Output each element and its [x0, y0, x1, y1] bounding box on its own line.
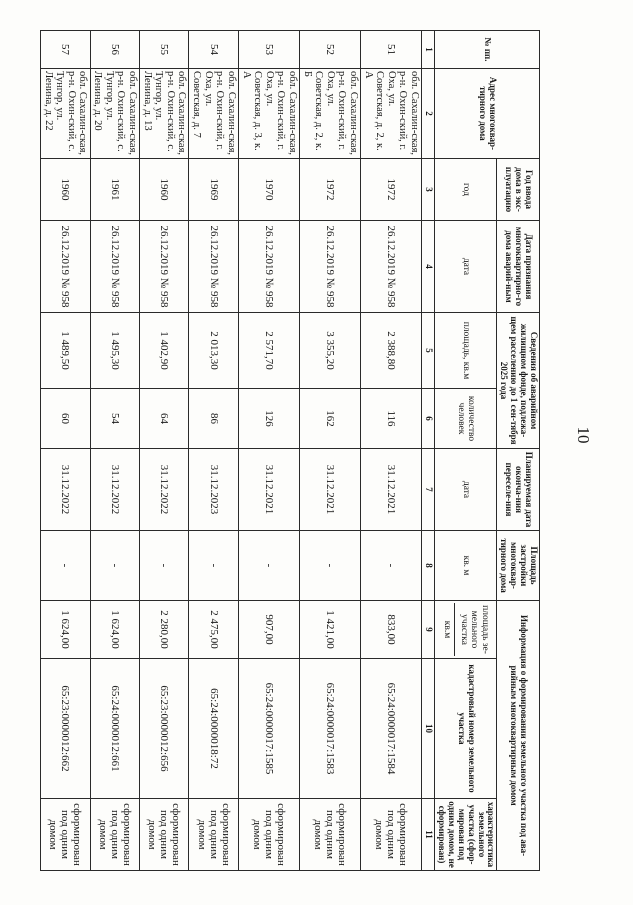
header-cadastral: кадастровый номер земельного участка [435, 659, 497, 799]
column-number: 4 [422, 221, 435, 313]
header-recognition-sub: дата [435, 221, 497, 313]
column-number: 11 [422, 799, 435, 871]
row-built-area: - [238, 531, 299, 601]
row-land-area: 1 624,00 [90, 601, 139, 659]
header-land-area [435, 601, 497, 659]
row-built-area: - [189, 531, 238, 601]
page-number: 10 [574, 426, 593, 444]
header-planned-sub: дата [435, 449, 497, 531]
row-fund-area: 2 388,80 [361, 313, 422, 389]
table-row [361, 31, 422, 871]
row-planned-date: 31.12.2021 [300, 449, 361, 531]
row-land-area: 907,00 [238, 601, 299, 659]
column-number: 3 [422, 159, 435, 221]
header-planned: Планируемая дата оконча-ния переселе-ния [497, 449, 540, 531]
row-planned-date: 31.12.2022 [139, 449, 188, 531]
row-recognition-date: 26.12.2019 № 958 [300, 221, 361, 313]
row-number: 55 [139, 31, 188, 69]
column-number: 2 [422, 69, 435, 159]
row-land-characteristic: сформирован под одним домом [189, 799, 238, 871]
row-cadastral-number: 65:23:0000012:656 [139, 659, 188, 799]
row-year: 1961 [90, 159, 139, 221]
row-address: обл. Сахалин-ская, р-н. Охин-ский, г. Оха, ул. Советская, д. 2, к. Б [300, 69, 361, 159]
row-number: 52 [300, 31, 361, 69]
header-land-area-sub: кв.м [442, 603, 455, 656]
row-address: обл. Сахалин-ская, р-н. Охин-ский, г. Оха, ул. Советская, д. 3, к. А [238, 69, 299, 159]
row-people-count: 54 [90, 389, 139, 449]
row-recognition-date: 26.12.2019 № 958 [139, 221, 188, 313]
row-recognition-date: 26.12.2019 № 958 [189, 221, 238, 313]
row-cadastral-number: 65:23:0000012:662 [41, 659, 91, 799]
column-number: 1 [422, 31, 435, 69]
header-built-area-sub: кв. м [435, 531, 497, 601]
row-fund-area: 3 355,20 [300, 313, 361, 389]
row-address: обл. Сахалин-ская, р-н. Охин-ский, с. Тунгор, ул. Ленина, д. 13 [139, 69, 188, 159]
header-year: Год ввода дома в экс-плуатацию [497, 159, 540, 221]
row-built-area: - [90, 531, 139, 601]
row-year: 1972 [300, 159, 361, 221]
row-land-area: 2 475,00 [189, 601, 238, 659]
table-body [41, 31, 422, 871]
row-cadastral-number: 65:24:0000017:1584 [361, 659, 422, 799]
table-row [139, 31, 188, 871]
row-people-count: 162 [300, 389, 361, 449]
row-cadastral-number: 65:24:0000018:72 [189, 659, 238, 799]
header-characteristic: характеристика земельного участка (сфор-мирован под одним домом, не сформирован) [435, 799, 497, 871]
row-address: обл. Сахалин-ская, р-н. Охин-ский, г. Оха, ул. Советская, д. 2, к. А [361, 69, 422, 159]
header-fund-people: количество человек [435, 389, 497, 449]
row-planned-date: 31.12.2023 [189, 449, 238, 531]
header-fund: Сведения об аварийном жилищном фонде, подлежа-щем расселению до 1 сен-тября 2025 года [497, 313, 540, 449]
row-planned-date: 31.12.2022 [90, 449, 139, 531]
row-fund-area: 1 489,50 [41, 313, 91, 389]
row-land-area: 1 624,00 [41, 601, 91, 659]
header-num: № пп. [435, 31, 540, 69]
column-number: 5 [422, 313, 435, 389]
row-address: обл. Сахалин-ская, р-н. Охин-ский, г. Оха, ул. Советская, д. 7 [189, 69, 238, 159]
row-number: 53 [238, 31, 299, 69]
row-address: обл. Сахалин-ская, р-н. Охин-ский, с. Тунгор, ул. Ленина, д. 22 [41, 69, 91, 159]
row-year: 1972 [361, 159, 422, 221]
row-land-area: 833,00 [361, 601, 422, 659]
table-row [189, 31, 238, 871]
row-people-count: 64 [139, 389, 188, 449]
table-row [238, 31, 299, 871]
row-number: 56 [90, 31, 139, 69]
row-built-area: - [139, 531, 188, 601]
row-recognition-date: 26.12.2019 № 958 [90, 221, 139, 313]
header-land-area-label: площадь зе-мельного участка [458, 605, 490, 654]
row-land-characteristic: сформирован под одним домом [139, 799, 188, 871]
row-year: 1969 [189, 159, 238, 221]
header-built-area: Площадь застройки многоквар-тирного дома [497, 531, 540, 601]
row-recognition-date: 26.12.2019 № 958 [238, 221, 299, 313]
row-year: 1960 [41, 159, 91, 221]
row-fund-area: 1 495,30 [90, 313, 139, 389]
row-cadastral-number: 65:24:0000017:1585 [238, 659, 299, 799]
row-planned-date: 31.12.2021 [238, 449, 299, 531]
row-built-area: - [361, 531, 422, 601]
header-year-sub: год [435, 159, 497, 221]
row-year: 1960 [139, 159, 188, 221]
header-fund-area: площадь, кв.м [435, 313, 497, 389]
row-recognition-date: 26.12.2019 № 958 [361, 221, 422, 313]
rotated-table-container [40, 30, 540, 870]
row-fund-area: 2 571,70 [238, 313, 299, 389]
column-number: 8 [422, 531, 435, 601]
row-land-characteristic: сформирован под одним домом [41, 799, 91, 871]
table-row [90, 31, 139, 871]
header-address: Адрес многоквар-тирного дома [435, 69, 540, 159]
row-land-characteristic: сформирован под одним домом [361, 799, 422, 871]
row-address: обл. Сахалин-ская, р-н. Охин-ский, с. Тунгор, ул. Ленина, д. 20 [90, 69, 139, 159]
header-land: Информация о формировании земельного участка под ава-рийным многоквартирным домом [497, 601, 540, 871]
row-planned-date: 31.12.2021 [361, 449, 422, 531]
header-recognition: Дата признания многоквартирно-го дома аварий-ным [497, 221, 540, 313]
row-land-characteristic: сформирован под одним домом [90, 799, 139, 871]
row-people-count: 86 [189, 389, 238, 449]
row-people-count: 60 [41, 389, 91, 449]
table-row [300, 31, 361, 871]
row-cadastral-number: 65:24:0000017:1583 [300, 659, 361, 799]
row-land-area: 1 421,00 [300, 601, 361, 659]
row-number: 54 [189, 31, 238, 69]
row-people-count: 116 [361, 389, 422, 449]
row-built-area: - [41, 531, 91, 601]
row-land-characteristic: сформирован под одним домом [238, 799, 299, 871]
column-number-row [422, 31, 435, 871]
row-land-characteristic: сформирован под одним домом [300, 799, 361, 871]
table-row [41, 31, 91, 871]
row-people-count: 126 [238, 389, 299, 449]
column-number: 6 [422, 389, 435, 449]
row-land-area: 2 280,00 [139, 601, 188, 659]
row-number: 51 [361, 31, 422, 69]
row-number: 57 [41, 31, 91, 69]
row-fund-area: 2 013,30 [189, 313, 238, 389]
row-year: 1970 [238, 159, 299, 221]
row-fund-area: 1 402,90 [139, 313, 188, 389]
row-planned-date: 31.12.2022 [41, 449, 91, 531]
column-number: 9 [422, 601, 435, 659]
column-number: 10 [422, 659, 435, 799]
row-cadastral-number: 65:24:0000012:661 [90, 659, 139, 799]
column-number: 7 [422, 449, 435, 531]
emergency-housing-table [40, 30, 540, 871]
row-recognition-date: 26.12.2019 № 958 [41, 221, 91, 313]
row-built-area: - [300, 531, 361, 601]
